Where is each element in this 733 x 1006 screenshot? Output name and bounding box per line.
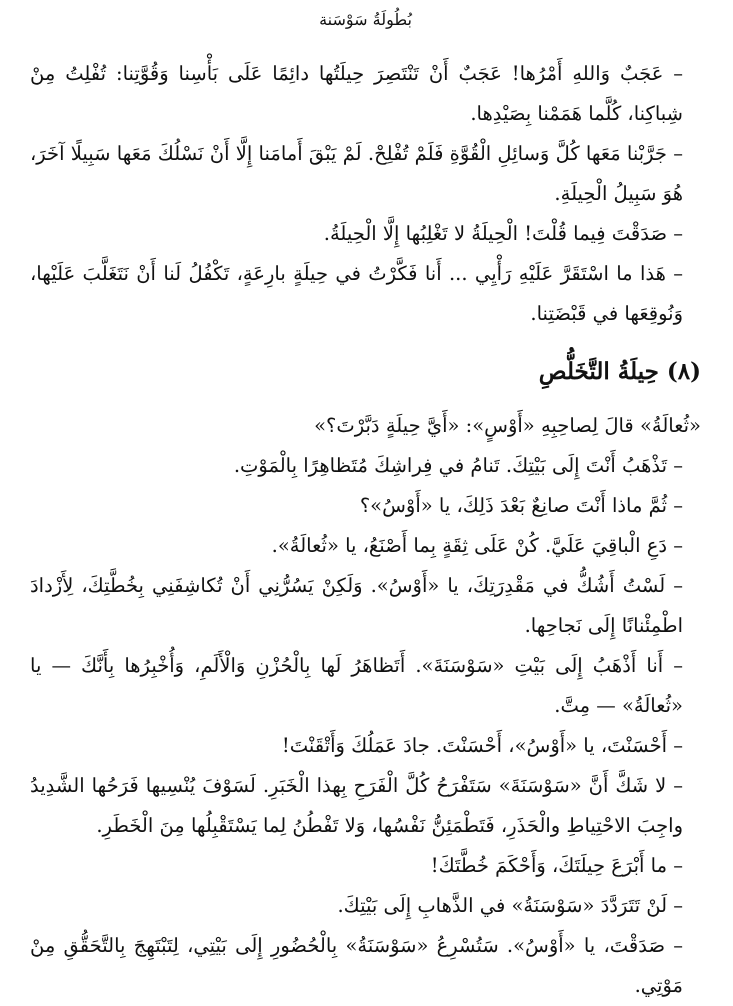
paragraph: – لا شَكَّ أَنَّ «سَوْسَنَةَ» سَتَفْرَحُ كُلَّ الْفَرَحِ بِهذا الْخَبَرِ. لَسَوْفَ يُنْسِيها فَرَحُها الشَّدِيدُ واجِبَ الاحْتِياطِ والْحَذَرِ، فَتَطْمَئِنُّ نَفْسُها، وَلا تَفْطُنُ لِما يَسْتَقْبِلُها مِنَ الْخَطَرِ.	[30, 774, 683, 837]
paragraph: «ثُعالَةُ» قالَ لِصاحِبِهِ «أَوْسٍ»: «أَيَّ حِيلَةٍ دَبَّرْتَ؟»	[314, 414, 701, 437]
paragraph: – أَحْسَنْتَ، يا «أَوْسُ»، أَحْسَنْتَ. جادَ عَمَلُكَ وَأَتْقَنْتَ!	[281, 734, 683, 757]
paragraph: – عَجَبٌ وَاللهِ أَمْرُها! عَجَبٌ أَنْ تَنْتَصِرَ حِيلَتُها دائِمًا عَلَى بَأْسِنا وَقُوَّتِنا: تُفْلِتُ مِنْ شِباكِنا، كُلَّما هَمَمْنا بِصَيْدِها.	[30, 62, 683, 125]
paragraph: – تَذْهَبُ أَنْتَ إِلَى بَيْتِكَ. تَنامُ في فِراشِكَ مُتَظاهِرًا بِالْمَوْتِ.	[233, 454, 683, 477]
chapter-title: (٨) حِيلَةُ التَّخَلُّصِ	[538, 358, 701, 385]
paragraph: – لَنْ تَتَرَدَّدَ «سَوْسَنَةُ» في الذَّهابِ إِلَى بَيْتِكَ.	[337, 894, 683, 917]
running-head: بُطُولَةُ سَوْسَنة	[319, 10, 412, 29]
paragraph: – جَرَّبْنا مَعَها كُلَّ وَسائِلِ الْقُوَّةِ فَلَمْ تُفْلِحْ. لَمْ يَبْقَ أَمامَنا إِلَّا أَنْ نَسْلُكَ مَعَها سَبِيلًا آخَرَ، هُوَ سَبِيلُ الْحِيلَةِ.	[30, 142, 683, 205]
paragraph: – صَدَقْتَ، يا «أَوْسُ». سَتُسْرِعُ «سَوْسَنَةُ» بِالْحُضُورِ إِلَى بَيْتِي، لِتَبْتَهِجَ بِالتَّحَقُّقِ مِنْ مَوْتِي.	[30, 934, 683, 997]
paragraph: – صَدَقْتَ فِيما قُلْتَ! الْحِيلَةُ لا تَغْلِبُها إِلَّا الْحِيلَةُ.	[323, 222, 683, 245]
paragraph: – هَذا ما اسْتَقَرَّ عَلَيْهِ رَأْيِي ... أَنا فَكَّرْتُ في حِيلَةٍ بارِعَةٍ، تَكْفُلُ لَنا أَنْ نَتَغَلَّبَ عَلَيْها، وَنُوقِعَها في قَبْضَتِنا.	[30, 262, 683, 325]
paragraph: – ما أَبْرَعَ حِيلَتَكَ، وَأَحْكَمَ خُطَّتَكَ!	[430, 854, 683, 877]
paragraph: – لَسْتُ أَشُكُّ في مَقْدِرَتِكَ، يا «أَوْسُ». وَلَكِنْ يَسُرُّنِي أَنْ تُكاشِفَنِي بِخُطَّتِكَ، لِأَزْدادَ اطْمِئْنانًا إِلَى نَجاحِها.	[30, 574, 683, 637]
paragraph: – ثُمَّ ماذا أَنْتَ صانِعٌ بَعْدَ ذَلِكَ، يا «أَوْسُ»؟	[359, 494, 683, 517]
paragraph: – أَنا أَذْهَبُ إِلَى بَيْتِ «سَوْسَنَةَ». أَتَظاهَرُ لَها بِالْحُزْنِ وَالْأَلَمِ، وَأُخْبِرُها بِأَنَّكَ — يا «ثُعالَةُ» — مِتَّ.	[30, 654, 683, 717]
paragraph: – دَعِ الْباقِيَ عَلَيَّ. كُنْ عَلَى ثِقَةٍ بِما أَصْنَعُ، يا «ثُعالَةُ».	[271, 534, 683, 557]
